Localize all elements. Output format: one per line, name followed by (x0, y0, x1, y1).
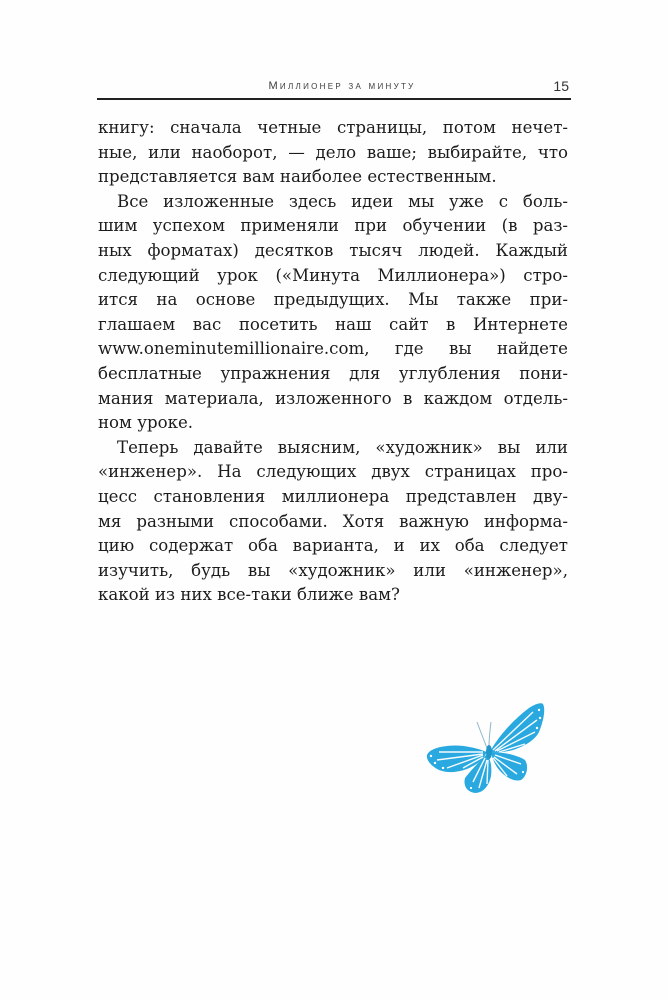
text-line: мания материала, изложенного в каждом отдель- (98, 388, 568, 408)
text-line: Все изложенные здесь идеи мы уже с боль- (117, 191, 568, 211)
paragraph-3 (98, 436, 568, 608)
website-url-line: www.oneminutemillionaire.com, где вы найдете (98, 339, 568, 359)
body-text (98, 116, 568, 608)
running-head (97, 78, 571, 100)
text-line: ных форматах) десятков тысяч людей. Каждый (98, 240, 568, 260)
text-line: Теперь давайте выясним, «художник» вы или (117, 437, 568, 457)
paragraph-2 (98, 190, 568, 436)
header-rule-divider (97, 98, 571, 100)
text-line: ится на основе предыдущих. Мы также при- (98, 290, 568, 310)
text-line: книгу: сначала четные страницы, потом нечет- (98, 118, 568, 137)
text-line: ные, или наоборот, — дело ваше; выбирайте, что (98, 142, 568, 162)
text-line: «инженер». На следующих двух страницах про- (98, 462, 568, 482)
text-line: следующий урок («Минута Миллионера») стро- (98, 265, 568, 285)
text-line: цесс становления миллионера представлен дву- (98, 486, 568, 506)
text-line: шим успехом применяли при обучении (в раз- (98, 216, 568, 236)
text-line: бесплатные упражнения для углубления пони- (98, 363, 568, 383)
text-line: какой из них все-таки ближе вам? (98, 585, 400, 605)
page-number: 15 (553, 78, 569, 94)
text-line: цию содержат оба варианта, и их оба следует (98, 536, 568, 556)
text-line: ном уроке. (98, 413, 194, 433)
butterfly-icon (425, 700, 547, 795)
text-line: изучить, будь вы «художник» или «инженер», (98, 560, 568, 580)
text-line: мя разными способами. Хотя важную информа- (98, 511, 568, 531)
paragraph-1 (98, 116, 568, 190)
running-title: Миллионер за минуту (268, 80, 416, 92)
text-line: представляется вам наиболее естественным. (98, 167, 497, 187)
text-line: глашаем вас посетить наш сайт в Интернете (98, 314, 568, 334)
